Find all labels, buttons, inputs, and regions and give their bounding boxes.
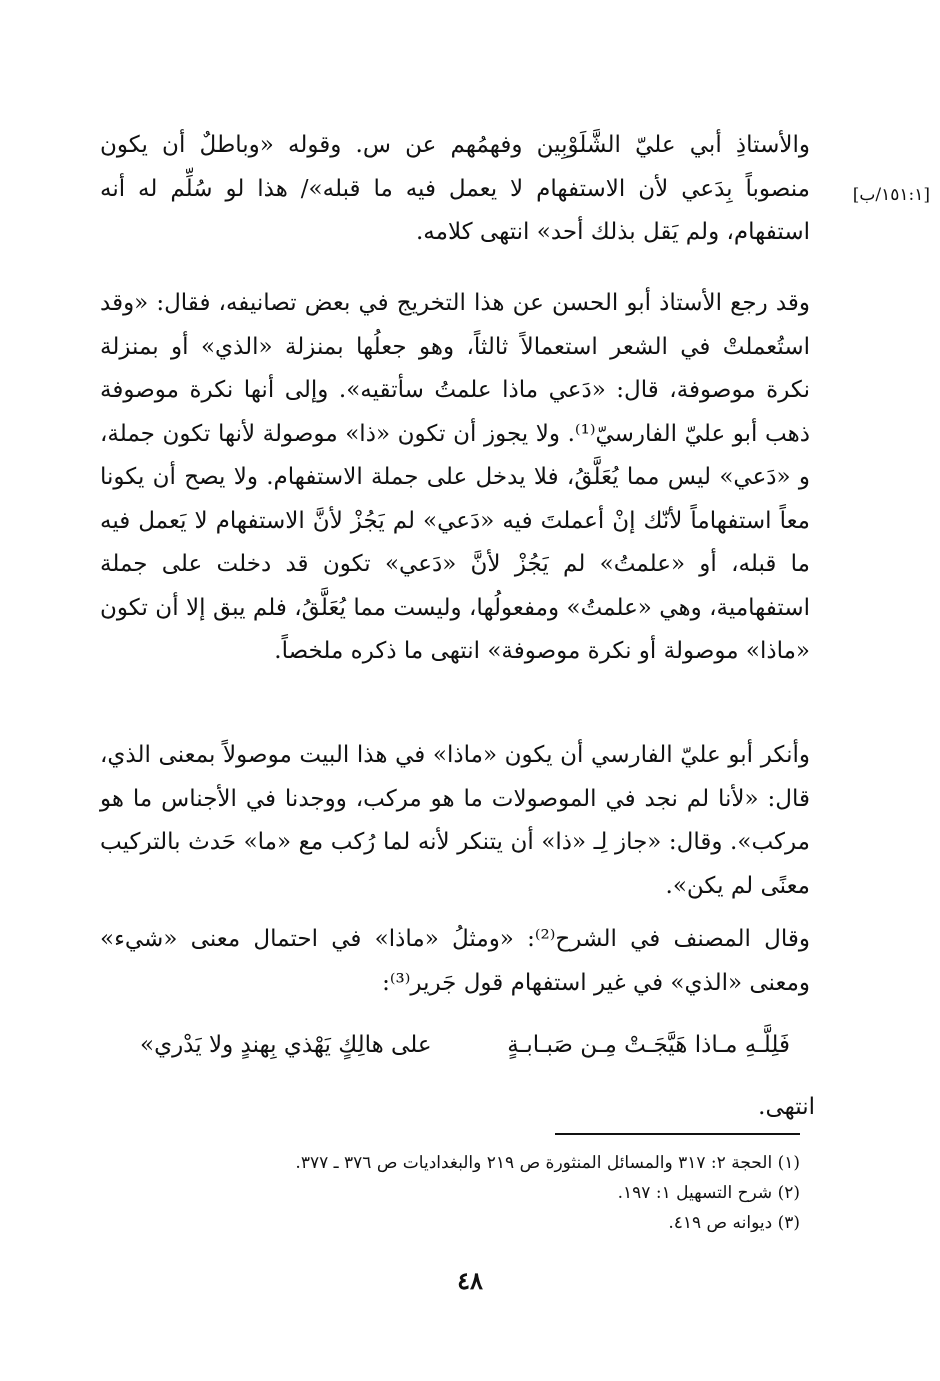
closing-text: انتهى. (758, 1094, 815, 1120)
paragraph-3: وأنكر أبو عليّ الفارسي أن يكون «ماذا» في هذا البيت موصولاً بمعنى الذي، قال: «لأنا لم نجد في الموصولات ما هو مركب، ووجدنا في الأجناس ما هو مركب». وقال: «جاز لِـ «ذا» أن يتنكر لأنه لما رُكب مع «ما» حَدث بالتركيب معنًى لم يكن». (100, 742, 810, 899)
verse-first-hemistich: فَلِلَّـهِ مـاذا هَيَّجَـتْ مِـن صَبـابـةٍ (507, 1032, 790, 1058)
main-text-4 (100, 918, 810, 1005)
footnotes (200, 1148, 800, 1238)
verse-second-hemistich: على هالِكٍ يَهْذي بِهندٍ ولا يَدْري» (140, 1032, 432, 1058)
main-text-2 (100, 282, 810, 674)
main-text-3 (100, 734, 810, 908)
page-number: ٤٨ (457, 1266, 483, 1295)
footnote-2: (٢) شرح التسهيل ١: ١٩٧. (617, 1183, 800, 1203)
footnote-3: (٣) ديوانه ص ٤١٩. (668, 1213, 800, 1233)
main-text (100, 124, 810, 255)
manuscript-folio-note: [١٥١:١/ب] (852, 185, 930, 205)
paragraph-2: وقد رجع الأستاذ أبو الحسن عن هذا التخريج في بعض تصانيفه، فقال: «وقد استُعملتْ في الشعر استعمالاً ثالثاً، وهو جعلُها بمنزلة «الذي» أو بمنزلة نكرة موصوفة، قال: «دَعي ماذا علمتُ سأتقيه». وإلى أنها نكرة موصوفة ذهب أبو عليّ الفارسيّ⁽¹⁾. ولا يجوز أن تكون «ذا» موصولة لأنها تكون جملة، و «دَعي» ليس مما يُعَلَّقُ، فلا يدخل على جملة الاستفهام. ولا يصح أن يكونا معاً استفهاماً لأنّك إنْ أعملتَ فيه «دَعي» لم يَجُزْ لأنَّ الاستفهام لا يَعمل فيه ما قبله، أو «علمتُ» لم يَجُزْ لأنَّ «دَعي» تكون قد دخلت على جملة استفهامية، وهي «علمتُ» ومفعولُها، وليست مما يُعَلَّقُ، فلم يبق إلا أن تكون «ماذا» موصولة أو نكرة موصوفة» انتهى ما ذكره ملخصاً. (100, 290, 810, 664)
paragraph-1: والأستاذِ أبي عليّ الشَّلَوْبِين وفهمُهم عن س. وقوله «وباطلٌ أن يكون منصوباً بِدَعي لأن الاستفهام لا يعمل فيه ما قبله»/ هذا لو سُلِّم له أنه استفهام، ولم يَقل بذلك أحد» انتهى كلامه. (100, 132, 810, 245)
footnote-1: (١) الحجة ٢: ٣١٧ والمسائل المنثورة ص ٢١٩ والبغداديات ص ٣٧٦ ـ ٣٧٧. (295, 1153, 800, 1173)
paragraph-4: وقال المصنف في الشرح⁽²⁾: «ومثلُ «ماذا» في احتمال معنى «شيء» ومعنى «الذي» في غير استفهام قول جَرير⁽³⁾: (100, 926, 810, 996)
footnote-separator (555, 1133, 800, 1135)
